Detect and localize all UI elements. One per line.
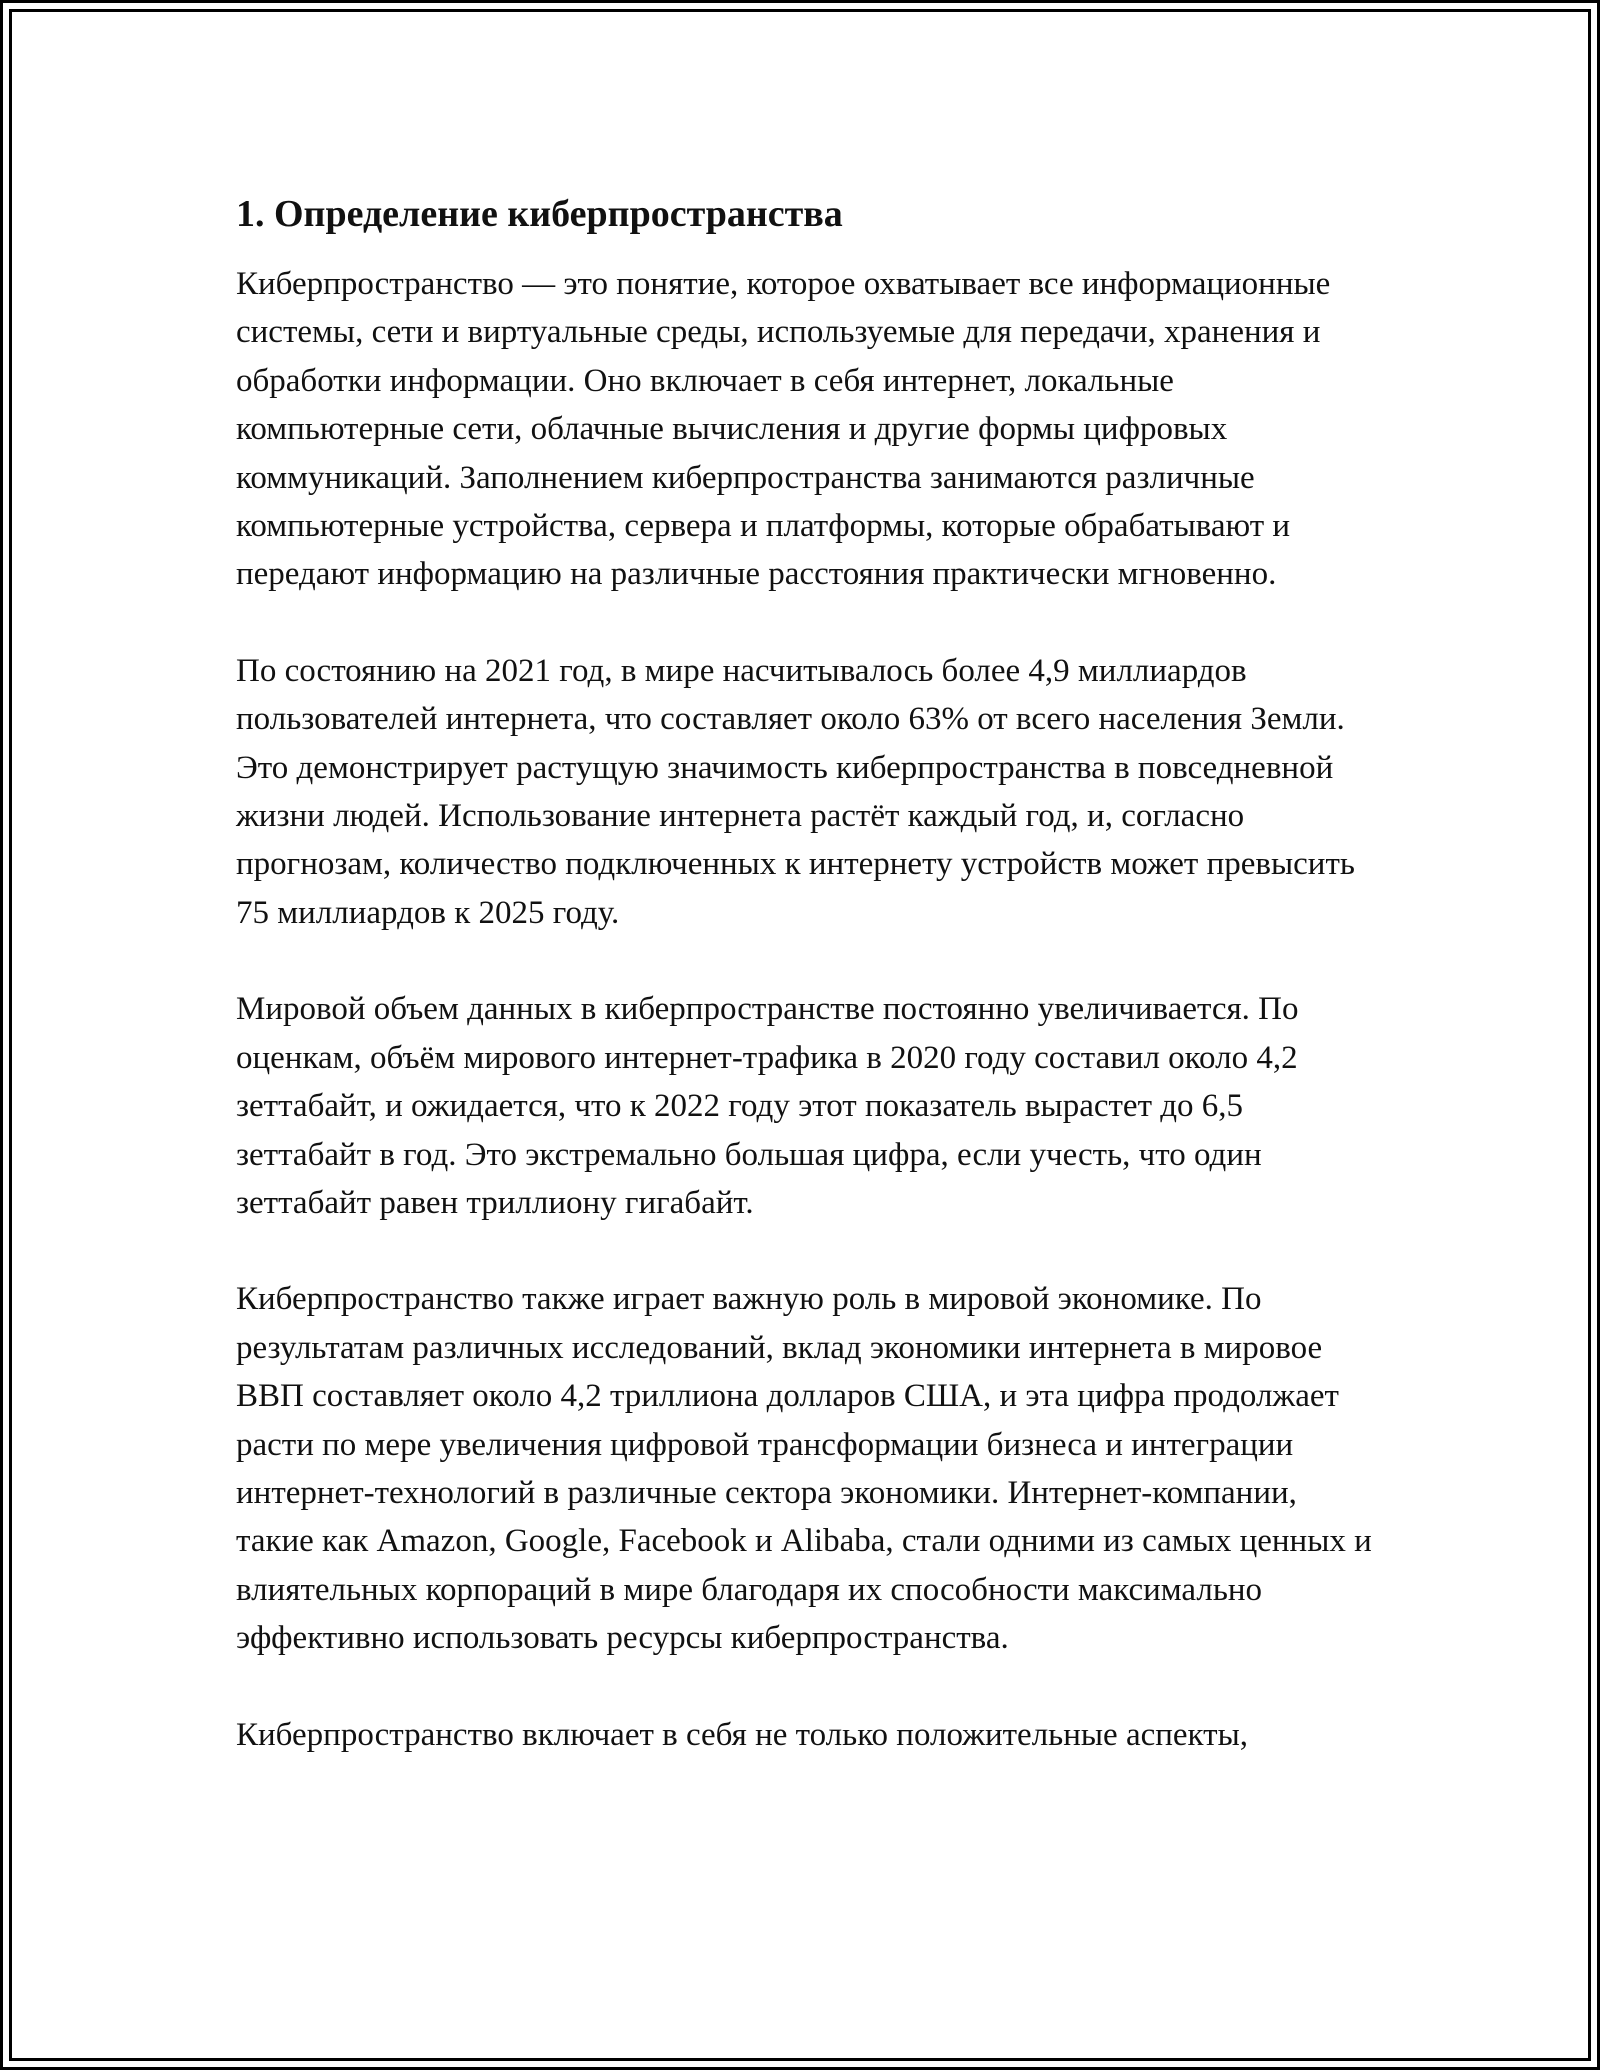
section-heading: 1. Определение киберпространства — [236, 193, 843, 235]
document-body — [236, 186, 1376, 1807]
paragraph-aspects: Киберпространство включает в себя не только положительные аспекты, — [236, 1716, 1248, 1753]
paragraph-internet-users: По состоянию на 2021 год, в мире насчитывалось более 4,9 миллиардов пользователей интернета, что составляет около 63% от всего населения Земли. Это демонстрирует растущую значимость киберпространства в повседневной жизни людей. Использование интернета растёт каждый год, и, согласно прогнозам, количество подключенных к интернету устройств может превысить 75 миллиардов к 2025 году. — [236, 652, 1355, 931]
paragraph-definition: Киберпространство — это понятие, которое охватывает все информационные системы, сети и виртуальные среды, используемые для передачи, хранения и обработки информации. Оно включает в себя интернет, локальные компьютерные сети, облачные вычисления и другие формы цифровых коммуникаций. Заполнением киберпространства занимаются различные компьютерные устройства, сервера и платформы, которые обрабатывают и передают информацию на различные расстояния практически мгновенно. — [236, 266, 1331, 593]
paragraph-data-volume: Мировой объем данных в киберпространстве постоянно увеличивается. По оценкам, объём мирового интернет-трафика в 2020 году составил около 4,2 зеттабайт, и ожидается, что к 2022 году этот показатель вырастет до 6,5 зеттабайт в год. Это экстремально большая цифра, если учесть, что один зеттабайт равен триллиону гигабайт. — [236, 991, 1299, 1221]
paragraph-economy: Киберпространство также играет важную роль в мировой экономике. По результатам различных исследований, вклад экономики интернета в мировое ВВП составляет около 4,2 триллиона долларов США, и эта цифра продолжает расти по мере увеличения цифровой трансформации бизнеса и интеграции интернет-технологий в различные сектора экономики. Интернет-компании, такие как Amazon, Google, Facebook и Alibaba, стали одними из самых ценных и влиятельных корпораций в мире благодаря их способности максимально эффективно использовать ресурсы киберпространства. — [236, 1281, 1372, 1657]
